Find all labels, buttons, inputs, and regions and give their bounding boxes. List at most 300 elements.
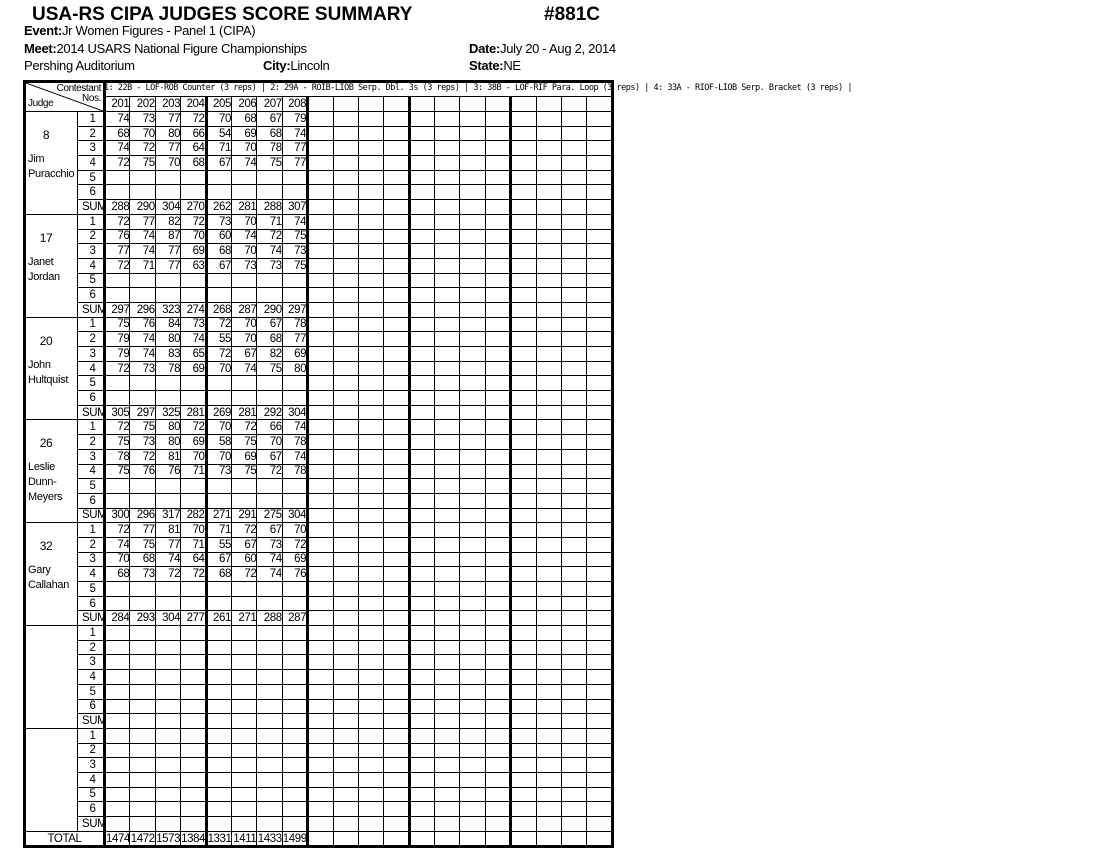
score-cell: [155, 699, 180, 714]
sum-value: [384, 508, 409, 523]
score-cell: [282, 185, 307, 200]
score-cell: [384, 772, 409, 787]
sum-value: [511, 714, 536, 729]
table-row: [25, 728, 613, 743]
judge-cell: [25, 626, 78, 729]
score-cell: [358, 288, 383, 303]
score-cell: [511, 728, 536, 743]
sum-value: 271: [231, 611, 256, 626]
score-cell: [587, 214, 613, 229]
score-cell: [536, 332, 561, 347]
score-cell: [130, 596, 155, 611]
score-cell: [511, 214, 536, 229]
score-cell: [409, 229, 434, 244]
score-cell: [308, 582, 333, 597]
score-cell: [587, 288, 613, 303]
score-cell: 70: [206, 361, 231, 376]
sum-value: 317: [155, 508, 180, 523]
score-cell: [384, 626, 409, 641]
sum-value: 297: [282, 302, 307, 317]
sum-value: [435, 508, 460, 523]
score-cell: [181, 802, 206, 817]
score-cell: 74: [130, 229, 155, 244]
score-cell: [435, 626, 460, 641]
score-cell: 69: [231, 126, 256, 141]
score-cell: 72: [257, 229, 282, 244]
score-cell: [384, 523, 409, 538]
sum-value: [308, 611, 333, 626]
total-value: [460, 831, 485, 847]
score-cell: [308, 464, 333, 479]
score-cell: 77: [105, 244, 130, 259]
score-cell: 69: [231, 449, 256, 464]
score-cell: [435, 420, 460, 435]
score-cell: [231, 699, 256, 714]
score-cell: [460, 670, 485, 685]
score-cell: [536, 772, 561, 787]
score-cell: [384, 185, 409, 200]
score-cell: 72: [206, 317, 231, 332]
score-cell: [308, 596, 333, 611]
score-cell: [358, 493, 383, 508]
table-row: [25, 596, 613, 611]
table-row: [25, 626, 613, 641]
score-cell: 74: [155, 552, 180, 567]
score-cell: 77: [282, 332, 307, 347]
score-cell: [536, 229, 561, 244]
round-number: 3: [78, 347, 105, 362]
sum-value: [460, 200, 485, 215]
score-cell: [485, 376, 510, 391]
score-cell: 72: [105, 420, 130, 435]
score-cell: [587, 112, 613, 127]
score-cell: [562, 347, 587, 362]
score-cell: [435, 435, 460, 450]
sum-value: [485, 611, 510, 626]
sum-value: [511, 405, 536, 420]
total-label: TOTAL: [25, 831, 105, 847]
score-cell: 70: [282, 523, 307, 538]
score-cell: [409, 670, 434, 685]
score-cell: 73: [257, 258, 282, 273]
state-field: [469, 58, 521, 73]
score-cell: [409, 640, 434, 655]
score-cell: 67: [257, 523, 282, 538]
score-cell: [562, 420, 587, 435]
score-cell: [308, 126, 333, 141]
table-row: [25, 640, 613, 655]
score-cell: [409, 537, 434, 552]
score-cell: [435, 376, 460, 391]
score-cell: [511, 772, 536, 787]
score-cell: [536, 743, 561, 758]
score-cell: [409, 156, 434, 171]
contestant-number: 207: [257, 96, 282, 111]
score-cell: [130, 288, 155, 303]
score-cell: [333, 596, 358, 611]
sum-value: [562, 714, 587, 729]
round-number: 2: [78, 229, 105, 244]
total-value: [435, 831, 460, 847]
sum-value: [384, 611, 409, 626]
score-cell: [333, 273, 358, 288]
score-cell: [282, 479, 307, 494]
contestant-number: [333, 96, 358, 111]
score-cell: [562, 229, 587, 244]
round-number: 4: [78, 464, 105, 479]
sum-value: [562, 508, 587, 523]
score-cell: [562, 479, 587, 494]
score-cell: [435, 787, 460, 802]
sum-value: [562, 611, 587, 626]
score-cell: [562, 802, 587, 817]
round-number: 2: [78, 743, 105, 758]
score-cell: [333, 787, 358, 802]
score-cell: [358, 655, 383, 670]
score-cell: [155, 288, 180, 303]
score-cell: [511, 435, 536, 450]
score-cell: [485, 361, 510, 376]
sum-value: 277: [181, 611, 206, 626]
score-cell: [282, 288, 307, 303]
score-cell: [358, 244, 383, 259]
sum-value: 307: [282, 200, 307, 215]
score-cell: 77: [155, 141, 180, 156]
score-cell: [257, 626, 282, 641]
round-number: 5: [78, 684, 105, 699]
round-number: 6: [78, 699, 105, 714]
table-row: [25, 479, 613, 494]
score-cell: 69: [282, 552, 307, 567]
judge-cell: [25, 317, 78, 420]
sum-value: [587, 714, 613, 729]
score-cell: [282, 772, 307, 787]
score-cell: [435, 273, 460, 288]
score-cell: [358, 126, 383, 141]
score-cell: [231, 391, 256, 406]
score-cell: [536, 156, 561, 171]
score-cell: [435, 640, 460, 655]
score-cell: [435, 141, 460, 156]
score-cell: [308, 523, 333, 538]
score-cell: [155, 728, 180, 743]
score-cell: 76: [105, 229, 130, 244]
sum-value: [333, 817, 358, 832]
sum-value: [130, 817, 155, 832]
sum-value: [485, 200, 510, 215]
table-row: [25, 185, 613, 200]
sum-value: 288: [257, 611, 282, 626]
score-cell: 75: [231, 435, 256, 450]
table-row: [25, 376, 613, 391]
score-cell: [435, 214, 460, 229]
sum-value: [333, 302, 358, 317]
score-cell: 75: [282, 258, 307, 273]
score-cell: [485, 288, 510, 303]
score-cell: 71: [130, 258, 155, 273]
sum-value: [358, 817, 383, 832]
score-cell: [562, 214, 587, 229]
score-cell: [536, 420, 561, 435]
round-number: 6: [78, 185, 105, 200]
round-number: 6: [78, 802, 105, 817]
table-row: [25, 464, 613, 479]
score-cell: 77: [282, 156, 307, 171]
sum-value: 281: [231, 405, 256, 420]
score-cell: [282, 684, 307, 699]
sum-value: 293: [130, 611, 155, 626]
score-cell: 70: [155, 156, 180, 171]
judge-cell: [25, 728, 78, 831]
round-number: 3: [78, 449, 105, 464]
sum-value: 284: [105, 611, 130, 626]
score-cell: 70: [231, 317, 256, 332]
total-value: [409, 831, 434, 847]
event-value: Jr Women Figures - Panel 1 (CIPA): [61, 23, 256, 38]
score-cell: [282, 670, 307, 685]
score-cell: 60: [231, 552, 256, 567]
score-cell: [257, 802, 282, 817]
score-cell: [333, 523, 358, 538]
sum-value: [409, 611, 434, 626]
sum-label: SUM: [78, 508, 105, 523]
score-cell: [587, 743, 613, 758]
sum-value: [460, 817, 485, 832]
table-row: [25, 802, 613, 817]
score-cell: [105, 376, 130, 391]
judge-name: Leslie Dunn-Meyers: [28, 461, 63, 504]
score-cell: [536, 258, 561, 273]
score-cell: [384, 802, 409, 817]
score-cell: 82: [257, 347, 282, 362]
score-cell: [587, 391, 613, 406]
score-cell: [562, 126, 587, 141]
score-cell: [155, 743, 180, 758]
score-cell: [435, 317, 460, 332]
score-cell: [105, 596, 130, 611]
score-cell: [562, 141, 587, 156]
score-cell: [460, 391, 485, 406]
score-cell: 70: [105, 552, 130, 567]
score-cell: [181, 376, 206, 391]
round-number: 1: [78, 317, 105, 332]
score-cell: [130, 699, 155, 714]
table-row: [25, 493, 613, 508]
score-cell: [333, 449, 358, 464]
score-cell: 73: [181, 317, 206, 332]
score-cell: [435, 552, 460, 567]
score-cell: [155, 596, 180, 611]
score-cell: [511, 802, 536, 817]
sum-value: [536, 302, 561, 317]
sum-value: 261: [206, 611, 231, 626]
score-cell: 83: [155, 347, 180, 362]
score-cell: [282, 626, 307, 641]
score-cell: [587, 699, 613, 714]
score-cell: [511, 288, 536, 303]
score-cell: 71: [206, 141, 231, 156]
score-cell: [358, 464, 383, 479]
score-cell: [536, 758, 561, 773]
round-number: 5: [78, 582, 105, 597]
total-value: [485, 831, 510, 847]
score-cell: [485, 655, 510, 670]
score-cell: [460, 288, 485, 303]
score-cell: [333, 772, 358, 787]
score-cell: [308, 567, 333, 582]
score-cell: [511, 244, 536, 259]
sum-value: [358, 714, 383, 729]
total-value: 1474: [105, 831, 130, 847]
score-cell: [155, 670, 180, 685]
score-cell: [384, 332, 409, 347]
score-cell: [587, 170, 613, 185]
score-cell: 71: [257, 214, 282, 229]
sum-value: [435, 611, 460, 626]
score-cell: [485, 391, 510, 406]
score-cell: [562, 758, 587, 773]
score-cell: 68: [130, 552, 155, 567]
score-cell: [511, 229, 536, 244]
score-cell: [257, 479, 282, 494]
sum-value: 300: [105, 508, 130, 523]
score-cell: [485, 185, 510, 200]
score-cell: [257, 376, 282, 391]
score-cell: [206, 288, 231, 303]
meet-value: 2014 USARS National Figure Championships: [56, 41, 307, 56]
score-cell: 72: [130, 141, 155, 156]
total-value: [587, 831, 613, 847]
score-cell: [257, 670, 282, 685]
score-cell: 75: [282, 229, 307, 244]
score-cell: 75: [105, 317, 130, 332]
score-cell: 78: [257, 141, 282, 156]
score-cell: [435, 772, 460, 787]
score-cell: 72: [206, 347, 231, 362]
score-cell: [587, 435, 613, 450]
score-cell: [206, 170, 231, 185]
score-cell: 70: [257, 435, 282, 450]
sum-value: [435, 817, 460, 832]
score-cell: [308, 229, 333, 244]
score-cell: [536, 317, 561, 332]
score-cell: [409, 699, 434, 714]
score-cell: [231, 185, 256, 200]
contestant-number: 202: [130, 96, 155, 111]
nos-label: Nos.: [82, 93, 101, 104]
score-cell: [333, 126, 358, 141]
sum-value: [460, 508, 485, 523]
score-cell: [460, 523, 485, 538]
score-cell: [333, 684, 358, 699]
score-cell: [308, 537, 333, 552]
score-cell: [308, 156, 333, 171]
score-cell: [105, 655, 130, 670]
score-cell: [587, 596, 613, 611]
score-cell: [536, 391, 561, 406]
sum-value: 304: [155, 611, 180, 626]
sum-value: [536, 714, 561, 729]
score-cell: [460, 464, 485, 479]
score-cell: 72: [231, 420, 256, 435]
score-cell: [105, 728, 130, 743]
table-row: [25, 391, 613, 406]
total-value: 1411: [231, 831, 256, 847]
sum-value: [536, 611, 561, 626]
score-cell: [155, 684, 180, 699]
score-cell: [409, 317, 434, 332]
score-cell: 76: [130, 317, 155, 332]
score-cell: [333, 361, 358, 376]
score-cell: [155, 493, 180, 508]
score-cell: [181, 391, 206, 406]
score-cell: [409, 567, 434, 582]
score-cell: 74: [257, 567, 282, 582]
round-number: 3: [78, 552, 105, 567]
score-cell: [587, 420, 613, 435]
score-cell: [435, 156, 460, 171]
score-cell: 71: [206, 523, 231, 538]
table-row: [25, 714, 613, 729]
score-cell: [511, 479, 536, 494]
score-cell: 72: [181, 420, 206, 435]
score-cell: [485, 567, 510, 582]
sum-value: [435, 302, 460, 317]
score-cell: 65: [181, 347, 206, 362]
table-row: [25, 582, 613, 597]
table-row: [25, 611, 613, 626]
score-cell: [155, 787, 180, 802]
sum-value: [333, 405, 358, 420]
score-cell: 73: [231, 258, 256, 273]
score-cell: [333, 728, 358, 743]
score-cell: [485, 214, 510, 229]
score-cell: [384, 493, 409, 508]
sum-value: 288: [105, 200, 130, 215]
round-number: 3: [78, 244, 105, 259]
contestant-number: 206: [231, 96, 256, 111]
score-cell: [231, 684, 256, 699]
score-cell: [308, 684, 333, 699]
score-cell: [409, 728, 434, 743]
score-cell: [460, 112, 485, 127]
score-cell: [485, 273, 510, 288]
score-cell: [308, 493, 333, 508]
score-cell: 72: [181, 214, 206, 229]
score-cell: [485, 126, 510, 141]
score-cell: [536, 244, 561, 259]
sum-value: [358, 405, 383, 420]
sum-value: [511, 611, 536, 626]
score-cell: [511, 317, 536, 332]
sum-value: [435, 405, 460, 420]
score-cell: [409, 420, 434, 435]
meet-label: Meet:: [24, 41, 57, 56]
score-cell: [358, 772, 383, 787]
score-cell: 80: [155, 332, 180, 347]
score-cell: [511, 185, 536, 200]
score-cell: [536, 640, 561, 655]
score-cell: 70: [130, 126, 155, 141]
score-cell: [308, 361, 333, 376]
score-cell: [333, 214, 358, 229]
score-cell: [358, 214, 383, 229]
score-cell: 77: [130, 214, 155, 229]
score-cell: [562, 728, 587, 743]
score-cell: [409, 332, 434, 347]
score-cell: [409, 626, 434, 641]
score-cell: [384, 787, 409, 802]
